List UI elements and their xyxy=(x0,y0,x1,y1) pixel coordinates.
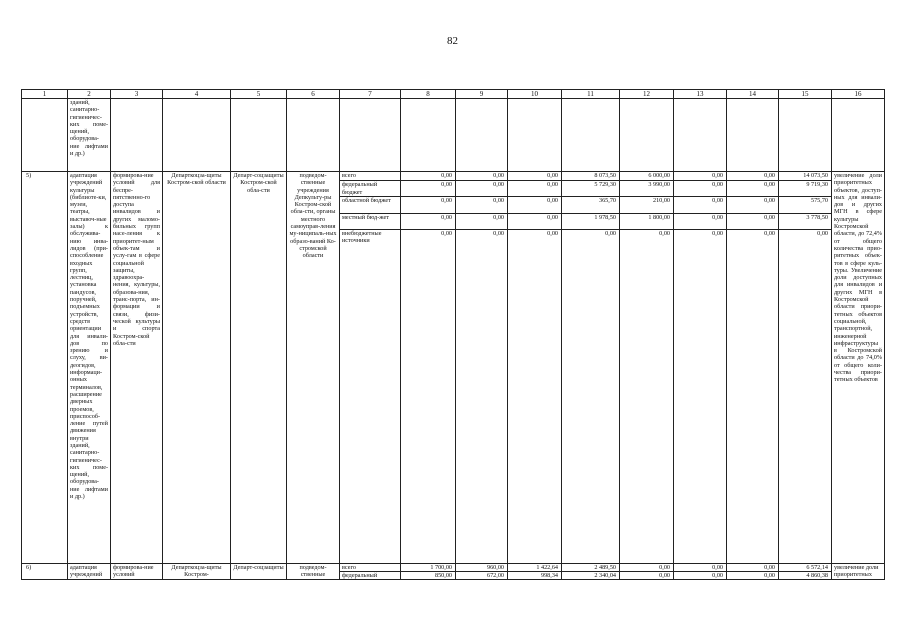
table-row xyxy=(22,172,885,564)
header-cell: 1 xyxy=(22,90,68,99)
year-col-9: 0,00 0,00 0,00 0,00 0,00 xyxy=(456,172,508,564)
activity-description: адаптация учреждений xyxy=(68,564,111,580)
source-label: внебюджетные источники xyxy=(342,229,382,245)
header-cell: 3 xyxy=(111,90,163,99)
source-label: федеральный бюджет xyxy=(340,181,400,197)
activity-goal: формирова-ние условий xyxy=(111,564,163,580)
year-col-13: 0,00 0,00 xyxy=(674,564,727,580)
year-col-14: 0,00 0,00 0,00 0,00 0,00 xyxy=(727,172,779,564)
funding-sources xyxy=(340,564,401,580)
header-cell: 9 xyxy=(456,90,508,99)
year-col-12: 6 000,00 3 990,00 210,00 1 800,00 0,00 xyxy=(620,172,674,564)
total-col-15: 14 073,50 9 719,30 575,70 3 778,50 0,00 xyxy=(779,172,832,564)
source-label: всего xyxy=(340,172,400,181)
year-col-11: 2 489,50 2 340,04 xyxy=(562,564,620,580)
source-label: местный бюд-жет xyxy=(340,214,400,230)
row-number: 5) xyxy=(22,172,68,564)
header-cell: 5 xyxy=(231,90,287,99)
header-cell: 16 xyxy=(832,90,885,99)
header-cell: 2 xyxy=(68,90,111,99)
header-cell: 8 xyxy=(401,90,456,99)
header-cell: 15 xyxy=(779,90,832,99)
expected-result: увеличение доли приоритетных xyxy=(832,564,885,580)
coordinator: Департ-соцзащиты xyxy=(231,564,287,580)
table-row xyxy=(22,564,885,580)
page-number: 82 xyxy=(447,35,458,47)
activity-goal: формирова-ние условий для беспре-пятственно-го доступа инвалидов и других маломо-бильных групп насе-ления к приоритет-ным объек-там и услу-гам в сфере социальной защиты, здравоохра-нения, культуры, образова-ния, транс-порта, ин-формации и связи, физи-ческой культуры и спорта Костром-ской обла-сти xyxy=(111,172,163,564)
participants: подведом-ственные xyxy=(287,564,340,580)
header-cell: 6 xyxy=(287,90,340,99)
year-col-9: 960,00 672,00 xyxy=(456,564,508,580)
participants: подведом-ственные учреждения Депкульту-ры Костром-ской обла-сти, органы местного самоуправ-ления му-ниципаль-ных образо-ваний Ко-стромской области xyxy=(287,172,340,564)
total-col-15: 6 572,14 4 860,38 xyxy=(779,564,832,580)
row-number: 6) xyxy=(22,564,68,580)
year-col-8: 1 700,00 850,00 xyxy=(401,564,456,580)
year-col-8: 0,00 0,00 0,00 0,00 0,00 xyxy=(401,172,456,564)
year-col-12: 0,00 0,00 xyxy=(620,564,674,580)
year-col-13: 0,00 0,00 0,00 0,00 0,00 xyxy=(674,172,727,564)
expected-result: увеличение доли приоритетных объектов, доступ-ных для инвали-дов и других МГН в сфере культуры Костромской области, до 72,4% от общего количества прио-ритетных объек-тов в сфере куль-туры. Увеличение доли доступных для инвалидов и других МГН в Костромской области приори-тетных объектов социальной, транспортной, инженерной инфраструктуры в Костромской области до 74,0% от общего коли-чества приори-тетных объектов xyxy=(832,172,885,564)
year-col-11: 8 073,50 5 729,30 365,70 1 978,50 0,00 xyxy=(562,172,620,564)
header-cell: 7 xyxy=(340,90,401,99)
cont-description: зданий, санитарно-гигиеничес-ких поме-щений, оборудова-ние лифтами и др.) xyxy=(68,99,111,172)
header-row xyxy=(22,90,885,99)
source-label: областной бюджет xyxy=(340,197,400,213)
year-col-10: 1 422,64 998,34 xyxy=(508,564,562,580)
funding-sources xyxy=(340,172,401,564)
source-label: федеральный xyxy=(342,571,378,579)
header-cell: 4 xyxy=(163,90,231,99)
activity-description: адаптация учреждений культуры (библиоте-ки, музеи, театры, выставоч-ные залы) к обслужива-нию инва-лидов (при-способление входных групп, лестниц, установка пандусов, поручней, подъемных устройств, средств ориентации для инвали-дов по зрению и слуху, ви-деогидов, информаци-онных терминалов, расширение дверных проемов, приспособ-ление путей движения внутри зданий, санитарно-гигиеничес-ких поме-щений, оборудова-ние лифтами и др.) xyxy=(68,172,111,564)
header-cell: 10 xyxy=(508,90,562,99)
program-table xyxy=(21,89,885,580)
header-cell: 13 xyxy=(674,90,727,99)
responsible-executor: Департкоцза-щиты Костром-ской области xyxy=(163,172,231,564)
continuation-row xyxy=(22,99,885,172)
header-cell: 11 xyxy=(562,90,620,99)
responsible-executor: Департкоцза-щиты Костром- xyxy=(163,564,231,580)
header-cell: 14 xyxy=(727,90,779,99)
coordinator: Департ-соцзащиты Костром-ской обла-сти xyxy=(231,172,287,564)
year-col-10: 0,00 0,00 0,00 0,00 0,00 xyxy=(508,172,562,564)
source-label: всего xyxy=(340,564,400,572)
year-col-14: 0,00 0,00 xyxy=(727,564,779,580)
header-cell: 12 xyxy=(620,90,674,99)
